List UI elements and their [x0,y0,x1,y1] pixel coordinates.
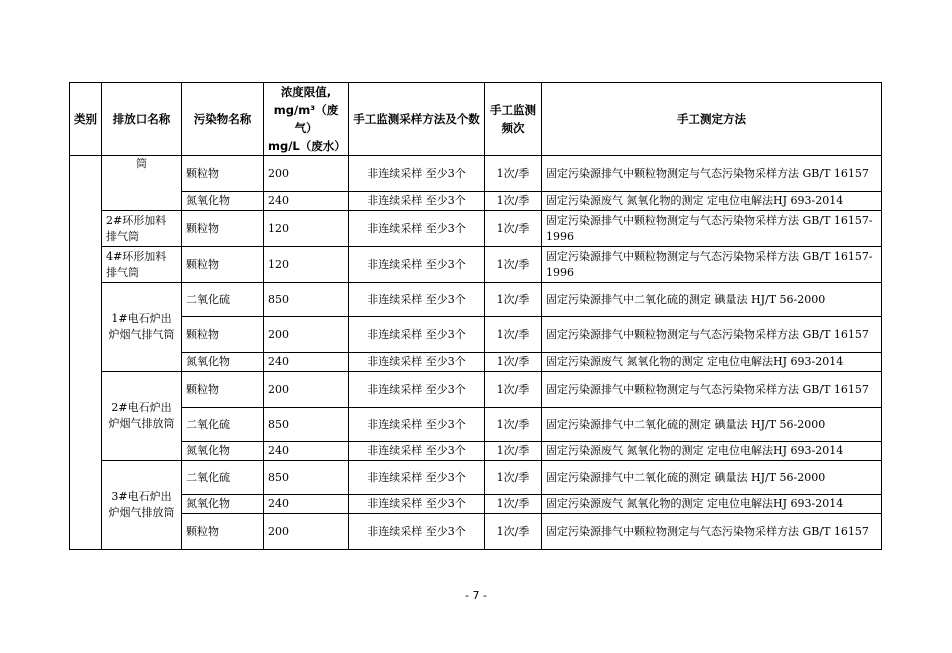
limit-cell: 200 [264,317,349,353]
sampling-cell: 非连续采样 至少3个 [349,283,485,317]
sampling-cell: 非连续采样 至少3个 [349,495,485,514]
frequency-cell: 1次/季 [485,514,542,550]
method-cell: 固定污染源废气 氮氧化物的测定 定电位电解法HJ 693-2014 [542,192,882,211]
method-cell: 固定污染源排气中二氧化硫的测定 碘量法 HJ/T 56-2000 [542,283,882,317]
method-cell: 固定污染源排气中颗粒物测定与气态污染物采样方法 GB/T 16157 [542,156,882,192]
method-cell: 固定污染源排气中颗粒物测定与气态污染物采样方法 GB/T 16157 [542,317,882,353]
frequency-cell: 1次/季 [485,442,542,461]
method-cell: 固定污染源排气中二氧化硫的测定 碘量法 HJ/T 56-2000 [542,461,882,495]
table-row [70,461,882,495]
limit-cell: 120 [264,211,349,247]
method-cell: 固定污染源废气 氮氧化物的测定 定电位电解法HJ 693-2014 [542,495,882,514]
pollutant-cell: 二氧化硫 [182,408,264,442]
sampling-cell: 非连续采样 至少3个 [349,372,485,408]
table-row [70,372,882,408]
frequency-cell: 1次/季 [485,211,542,247]
sampling-cell: 非连续采样 至少3个 [349,408,485,442]
pollutant-cell: 二氧化硫 [182,461,264,495]
pollutant-cell: 颗粒物 [182,211,264,247]
limit-cell: 240 [264,495,349,514]
outlet-cell: 2#环形加料排气筒 [102,211,182,247]
outlet-cell: 2#电石炉出炉烟气排放筒 [102,372,182,461]
pollutant-cell: 氮氧化物 [182,495,264,514]
category-cell [70,156,102,550]
frequency-cell: 1次/季 [485,283,542,317]
table-row [70,283,882,317]
monitoring-table [69,82,882,550]
header-sampling: 手工监测采样方法及个数 [349,83,485,156]
header-frequency: 手工监测频次 [485,83,542,156]
sampling-cell: 非连续采样 至少3个 [349,514,485,550]
sampling-cell: 非连续采样 至少3个 [349,461,485,495]
frequency-cell: 1次/季 [485,461,542,495]
pollutant-cell: 颗粒物 [182,317,264,353]
method-cell: 固定污染源排气中颗粒物测定与气态污染物采样方法 GB/T 16157-1996 [542,211,882,247]
header-limit-line2: mg/m³（废气） [273,103,339,135]
pollutant-cell: 颗粒物 [182,514,264,550]
sampling-cell: 非连续采样 至少3个 [349,353,485,372]
sampling-cell: 非连续采样 至少3个 [349,442,485,461]
pollutant-cell: 颗粒物 [182,156,264,192]
frequency-cell: 1次/季 [485,372,542,408]
header-row [70,83,882,156]
table-row [70,495,882,514]
table-row [70,247,882,283]
table-row [70,317,882,353]
frequency-cell: 1次/季 [485,408,542,442]
frequency-cell: 1次/季 [485,353,542,372]
frequency-cell: 1次/季 [485,156,542,192]
header-limit [264,83,349,156]
pollutant-cell: 颗粒物 [182,372,264,408]
limit-cell: 850 [264,461,349,495]
outlet-cell: 1#电石炉出炉烟气排气筒 [102,283,182,372]
table-row [70,353,882,372]
table-row [70,442,882,461]
limit-cell: 240 [264,442,349,461]
outlet-cell: 3#电石炉出炉烟气排放筒 [102,461,182,550]
header-category: 类别 [70,83,102,156]
method-cell: 固定污染源排气中二氧化硫的测定 碘量法 HJ/T 56-2000 [542,408,882,442]
frequency-cell: 1次/季 [485,247,542,283]
method-cell: 固定污染源排气中颗粒物测定与气态污染物采样方法 GB/T 16157 [542,372,882,408]
pollutant-cell: 氮氧化物 [182,192,264,211]
table-row [70,211,882,247]
header-outlet: 排放口名称 [102,83,182,156]
method-cell: 固定污染源废气 氮氧化物的测定 定电位电解法HJ 693-2014 [542,442,882,461]
sampling-cell: 非连续采样 至少3个 [349,192,485,211]
sampling-cell: 非连续采样 至少3个 [349,156,485,192]
pollutant-cell: 颗粒物 [182,247,264,283]
header-limit-line3: mg/L（废水） [268,139,346,153]
pollutant-cell: 氮氧化物 [182,353,264,372]
header-limit-line1: 浓度限值, [280,85,332,99]
limit-cell: 200 [264,156,349,192]
header-pollutant: 污染物名称 [182,83,264,156]
page-number: - 7 - [465,589,487,602]
pollutant-cell: 二氧化硫 [182,283,264,317]
frequency-cell: 1次/季 [485,495,542,514]
limit-cell: 850 [264,283,349,317]
sampling-cell: 非连续采样 至少3个 [349,317,485,353]
method-cell: 固定污染源排气中颗粒物测定与气态污染物采样方法 GB/T 16157 [542,514,882,550]
limit-cell: 240 [264,192,349,211]
method-cell: 固定污染源废气 氮氧化物的测定 定电位电解法HJ 693-2014 [542,353,882,372]
frequency-cell: 1次/季 [485,192,542,211]
sampling-cell: 非连续采样 至少3个 [349,211,485,247]
table-row [70,156,882,192]
limit-cell: 200 [264,514,349,550]
pollutant-cell: 氮氧化物 [182,442,264,461]
limit-cell: 240 [264,353,349,372]
table-row [70,192,882,211]
limit-cell: 850 [264,408,349,442]
limit-cell: 200 [264,372,349,408]
outlet-cell: 4#环形加料排气筒 [102,247,182,283]
header-method: 手工测定方法 [542,83,882,156]
sampling-cell: 非连续采样 至少3个 [349,247,485,283]
outlet-cell: 筒 [102,156,182,211]
table-row [70,408,882,442]
frequency-cell: 1次/季 [485,317,542,353]
table-row [70,514,882,550]
limit-cell: 120 [264,247,349,283]
method-cell: 固定污染源排气中颗粒物测定与气态污染物采样方法 GB/T 16157-1996 [542,247,882,283]
